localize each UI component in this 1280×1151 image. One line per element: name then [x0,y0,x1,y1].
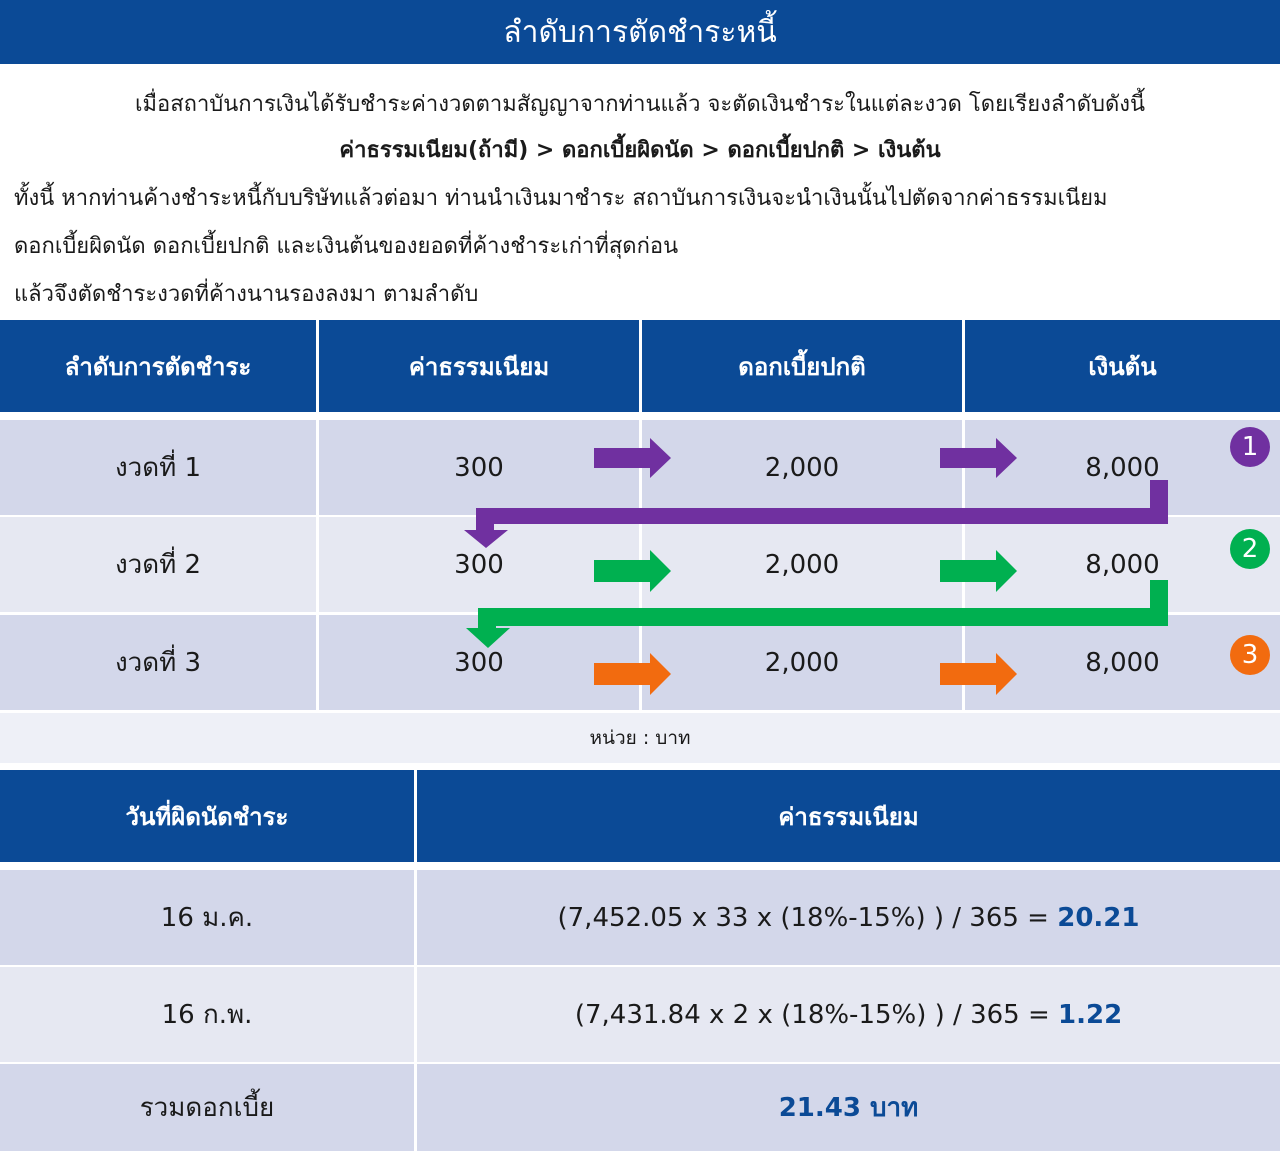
table-row [0,967,1280,1062]
page-title: ลำดับการตัดชำระหนี้ [0,0,1280,64]
arrow-right-icon [940,653,1017,695]
header-default-date: วันที่ผิดนัดชำระ [125,802,289,831]
header-order: ลำดับการตัดชำระ [64,352,252,381]
total-value: 21.43 บาท [778,1093,919,1123]
total-label: รวมดอกเบี้ย [139,1093,275,1123]
intro-line-order: ค่าธรรมเนียม(ถ้ามี) > ดอกเบี้ยผิดนัด > ดอกเบี้ยปกติ > เงินต้น [339,138,941,163]
row-date: 16 ก.พ. [161,1000,253,1030]
fee-table-header [0,770,1280,862]
intro-line-4: ดอกเบี้ยผิดนัด ดอกเบี้ยปกติ และเงินต้นของยอดที่ค้างชำระเก่าที่สุดก่อน [14,234,679,259]
header-interest: ดอกเบี้ยปกติ [738,352,866,381]
row-formula [417,967,1280,1062]
arrow-right-icon [940,550,1017,592]
total-row [0,1064,1280,1151]
row-principal: 8,000 [1085,452,1160,483]
row-fee: 300 [454,549,504,580]
row-period: งวดที่ 2 [114,550,202,580]
row-interest: 2,000 [764,452,840,483]
step-3-icon: 3 [1230,635,1270,675]
unit-label: หน่วย : บาท [0,713,1280,763]
row-interest: 2,000 [764,647,840,678]
arrow-right-icon [594,438,671,478]
formula-text: (7,452.05 x 33 x (18%-15%) ) / 365 = [557,902,1058,933]
row-interest: 2,000 [764,549,840,580]
arrow-right-icon [594,653,671,695]
intro-line-5: แล้วจึงตัดชำระงวดที่ค้างนานรองลงมา ตามลำดับ [14,282,479,307]
total-cell [417,1064,1280,1151]
arrow-right-icon [940,438,1017,478]
header-fee-calc: ค่าธรรมเนียม [778,802,919,831]
formula-text: (7,431.84 x 2 x (18%-15%) ) / 365 = [574,999,1059,1030]
row-principal: 8,000 [1085,647,1160,678]
table-row [0,870,1280,965]
header-fee: ค่าธรรมเนียม [408,352,550,381]
return-arrow-icon [466,580,1168,648]
row-date: 16 ม.ค. [160,903,254,933]
row-period: งวดที่ 1 [114,453,202,483]
return-arrow-icon [464,480,1168,548]
header-principal: เงินต้น [1088,352,1157,381]
row-principal: 8,000 [1085,549,1160,580]
formula-result: 1.22 [1058,999,1123,1030]
intro-line-3: ทั้งนี้ หากท่านค้างชำระหนี้กับบริษัทแล้วต่อมา ท่านนำเงินมาชำระ สถาบันการเงินจะนำเงินนั้นไปตัดจากค่าธรรมเนียม [14,186,1108,211]
step-1-icon: 1 [1230,427,1270,467]
row-formula [417,870,1280,965]
step-2-icon: 2 [1230,529,1270,569]
arrow-right-icon [594,550,671,592]
row-fee: 300 [454,452,504,483]
row-period: งวดที่ 3 [114,648,202,678]
formula-result: 20.21 [1057,902,1140,933]
intro-line-1: เมื่อสถาบันการเงินได้รับชำระค่างวดตามสัญญาจากท่านแล้ว จะตัดเงินชำระในแต่ละงวด โดยเรียงลำดับดังนี้ [134,92,1146,117]
row-fee: 300 [454,647,504,678]
